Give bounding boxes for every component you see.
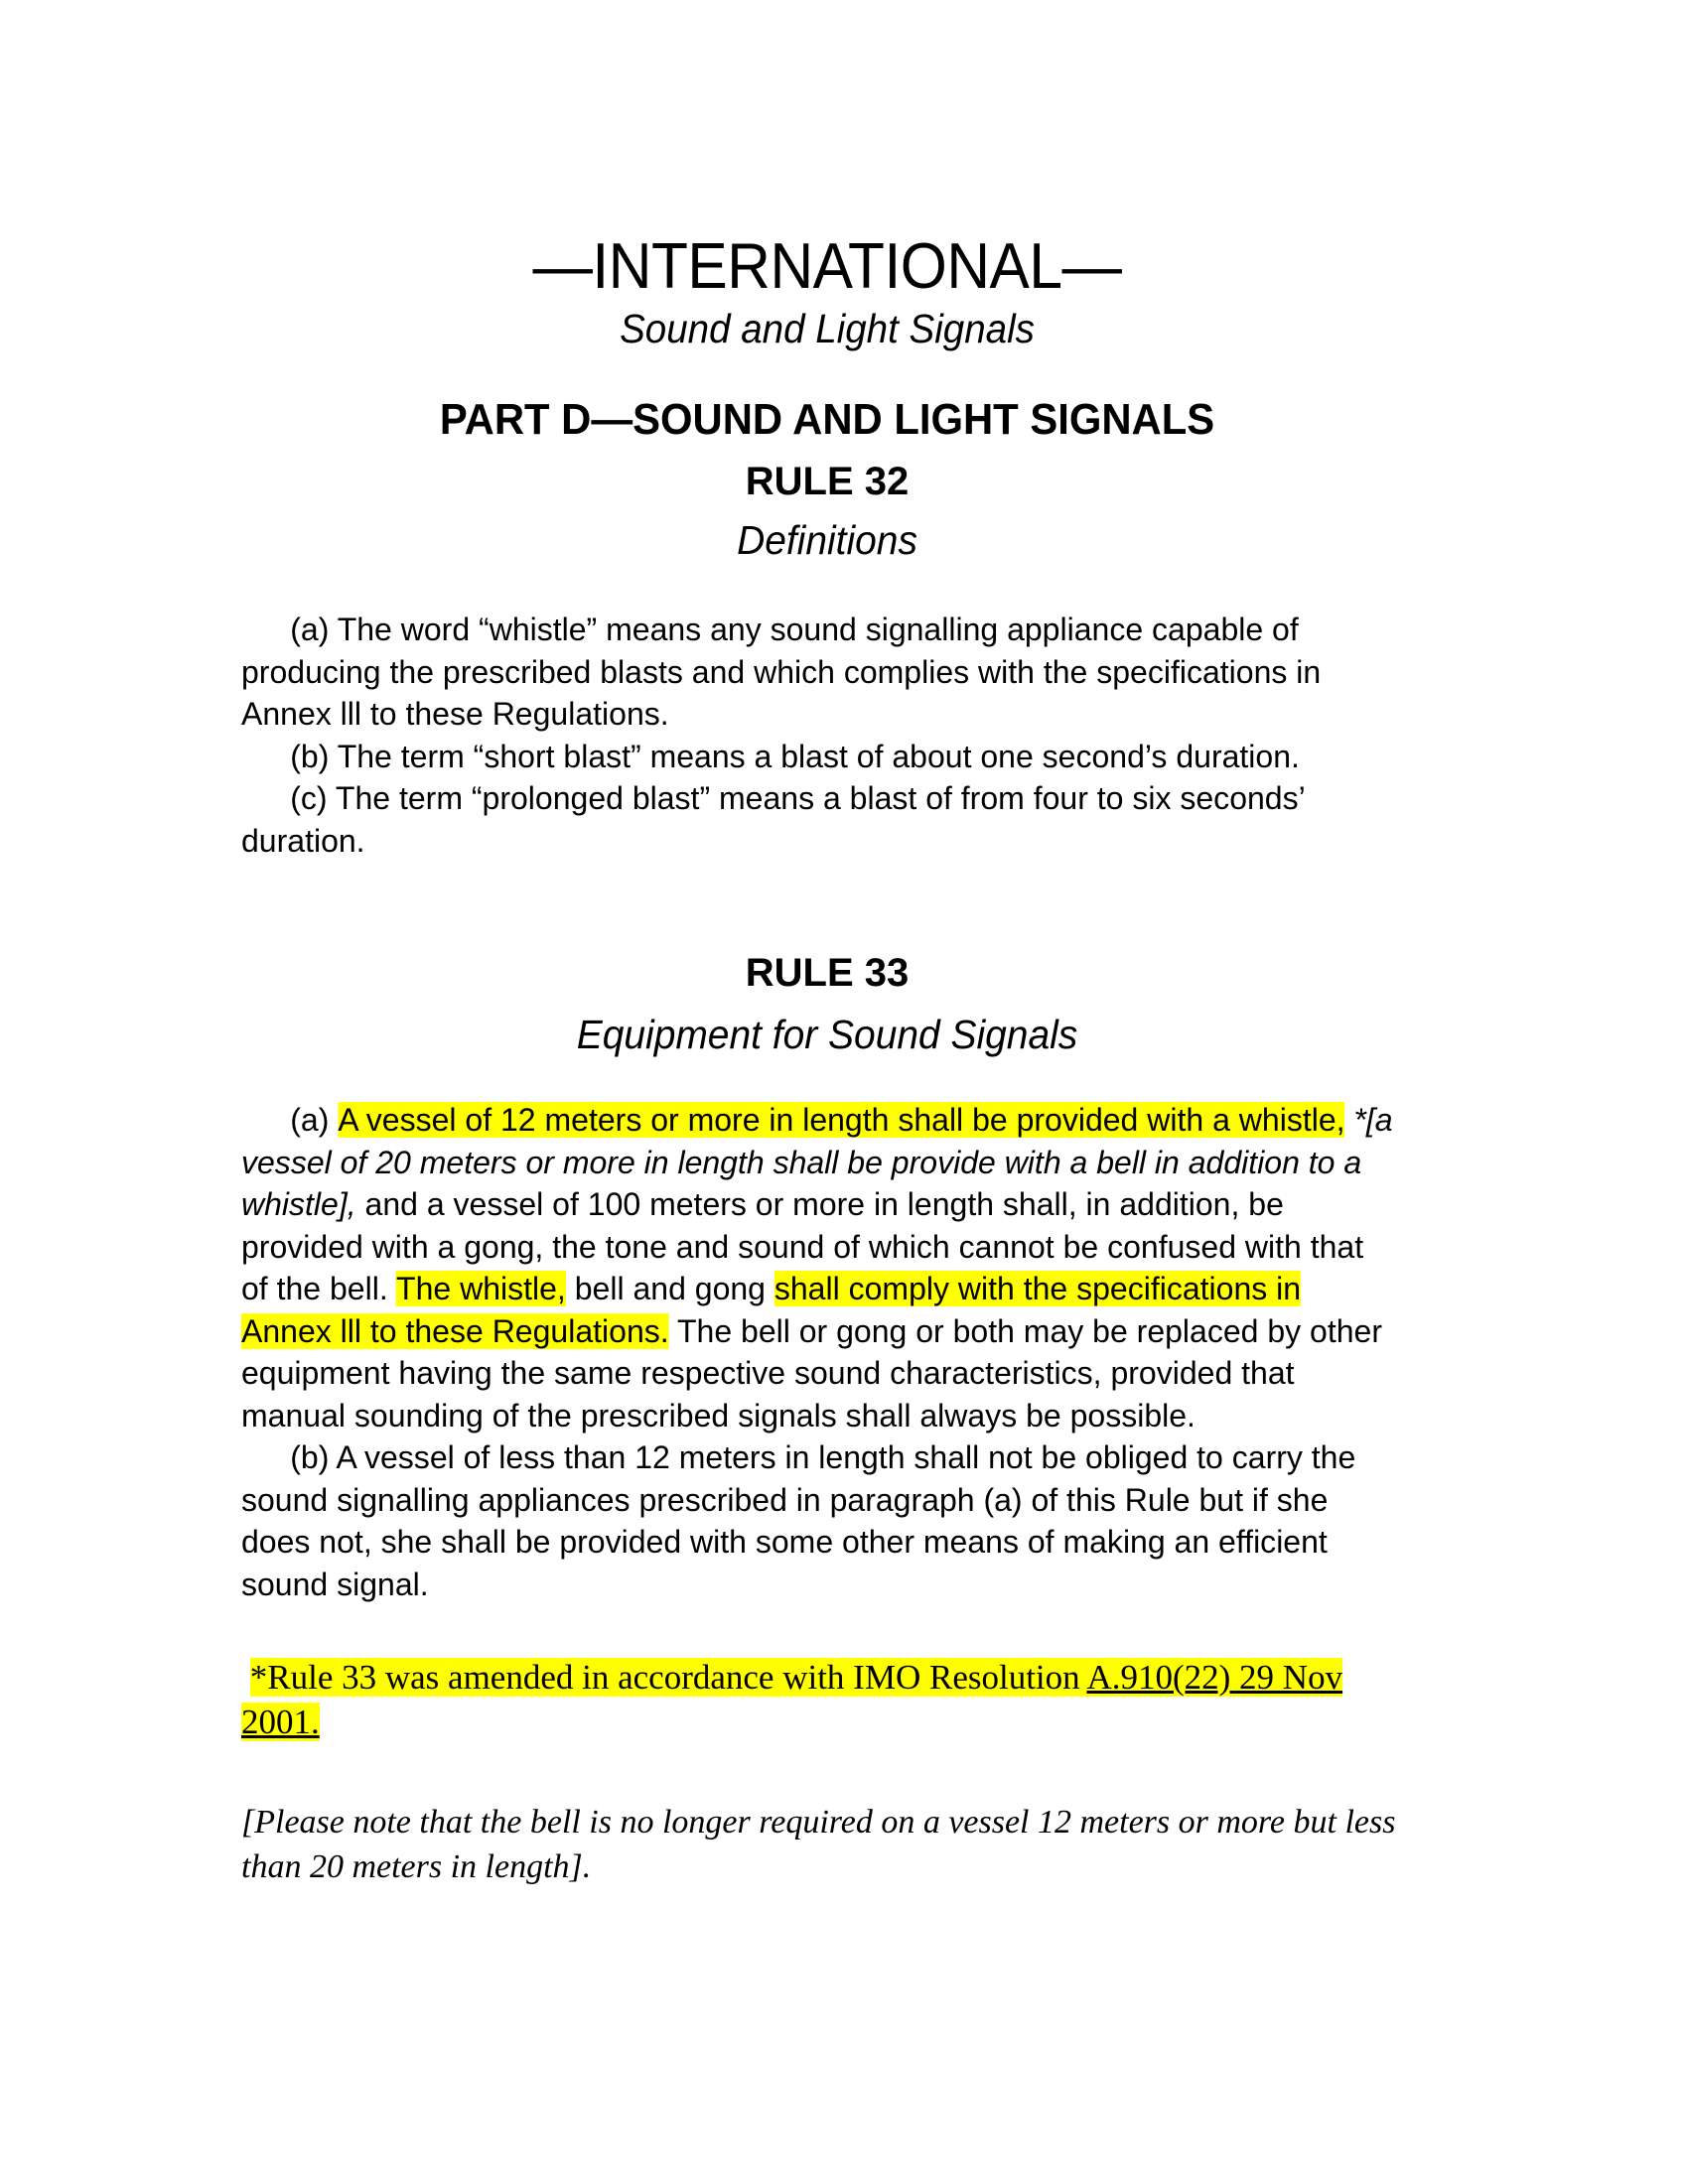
part-heading: PART D—SOUND AND LIGHT SIGNALS: [439, 395, 1215, 445]
rule-32-paragraph-a-label: (a): [290, 612, 330, 648]
rule-32-body: [241, 561, 1395, 862]
highlight-segment-3: shall comply with the specifications in Annex lll to these Regulations.: [241, 1271, 1302, 1349]
rule-32-title: Definitions: [737, 517, 917, 564]
rule-32-paragraph-c-text: The term “prolonged blast” means a blast of from four to six seconds’ duration.: [241, 780, 1305, 859]
document-title: —INTERNATIONAL—: [532, 229, 1122, 302]
rule-32-paragraph-c-label: (c): [290, 780, 328, 817]
rule-33-paragraph-b-label: (b): [290, 1439, 330, 1476]
rule-33-paragraph-a-label: (a): [290, 1102, 330, 1139]
bracketed-italic-amendment: *[a vessel of 20 meters or more in length shall be provide with a bell in addition to a whistle],: [241, 1102, 1393, 1223]
rule-32-paragraph-b-label: (b): [290, 738, 330, 774]
rule-32-paragraph-a: [241, 609, 1395, 736]
footnote-plain-text: *Rule 33 was amended in accordance with IMO Resolution: [249, 1658, 1087, 1698]
rule-33-a-plain-1: and a vessel of 100 meters or more in length shall, in addition, be provided with a gong, the tone and sound of which cannot be confused with that of the bell.: [241, 1186, 1364, 1307]
rule-33-a-plain-2: bell and gong: [565, 1271, 774, 1307]
rule-33-paragraph-a: [241, 1099, 1395, 1436]
rule-33-number: RULE 33: [745, 951, 910, 996]
rule-33-paragraph-b: [241, 1436, 1395, 1605]
rule-33-paragraph-b-text: A vessel of less than 12 meters in length shall not be obliged to carry the sound signalling appliances prescribed in paragraph (a) of this Rule but if she does not, she shall be provided with some other means of making an efficient sound signal.: [241, 1439, 1356, 1602]
rule-32-paragraph-b-text: The term “short blast” means a blast of about one second’s duration.: [329, 738, 1300, 774]
rule-32-paragraph-b: [241, 736, 1395, 778]
footnote-resolution-link[interactable]: A.910(22) 29 Nov 2001.: [241, 1658, 1343, 1742]
rule-33-body: [241, 1055, 1395, 1605]
amendment-footnote: [241, 1605, 1413, 1744]
highlight-segment-1: A vessel of 12 meters or more in length shall be provided with a whistle,: [338, 1102, 1345, 1139]
document-subtitle: Sound and Light Signals: [620, 306, 1035, 351]
rule-33-a-plain-3: The bell or gong or both may be replaced by other equipment having the same respective sound characteristics, provided that manual sounding of the prescribed signals shall always be possible.: [241, 1312, 1383, 1433]
rule-32-paragraph-a-text: The word “whistle” means any sound signalling appliance capable of producing the prescribed blasts and which complies with the specifications in Annex lll to these Regulations.: [241, 612, 1322, 733]
document-content: [241, 0, 1413, 1889]
editorial-endnote: [Please note that the bell is no longer required on a vessel 12 meters or more but less than 20 meters in length].: [241, 1804, 1396, 1886]
rule-33-title: Equipment for Sound Signals: [576, 1012, 1078, 1058]
rule-32-paragraph-c: [241, 777, 1395, 862]
highlight-segment-2: The whistle,: [396, 1271, 566, 1307]
rule-32-number: RULE 32: [745, 460, 910, 504]
